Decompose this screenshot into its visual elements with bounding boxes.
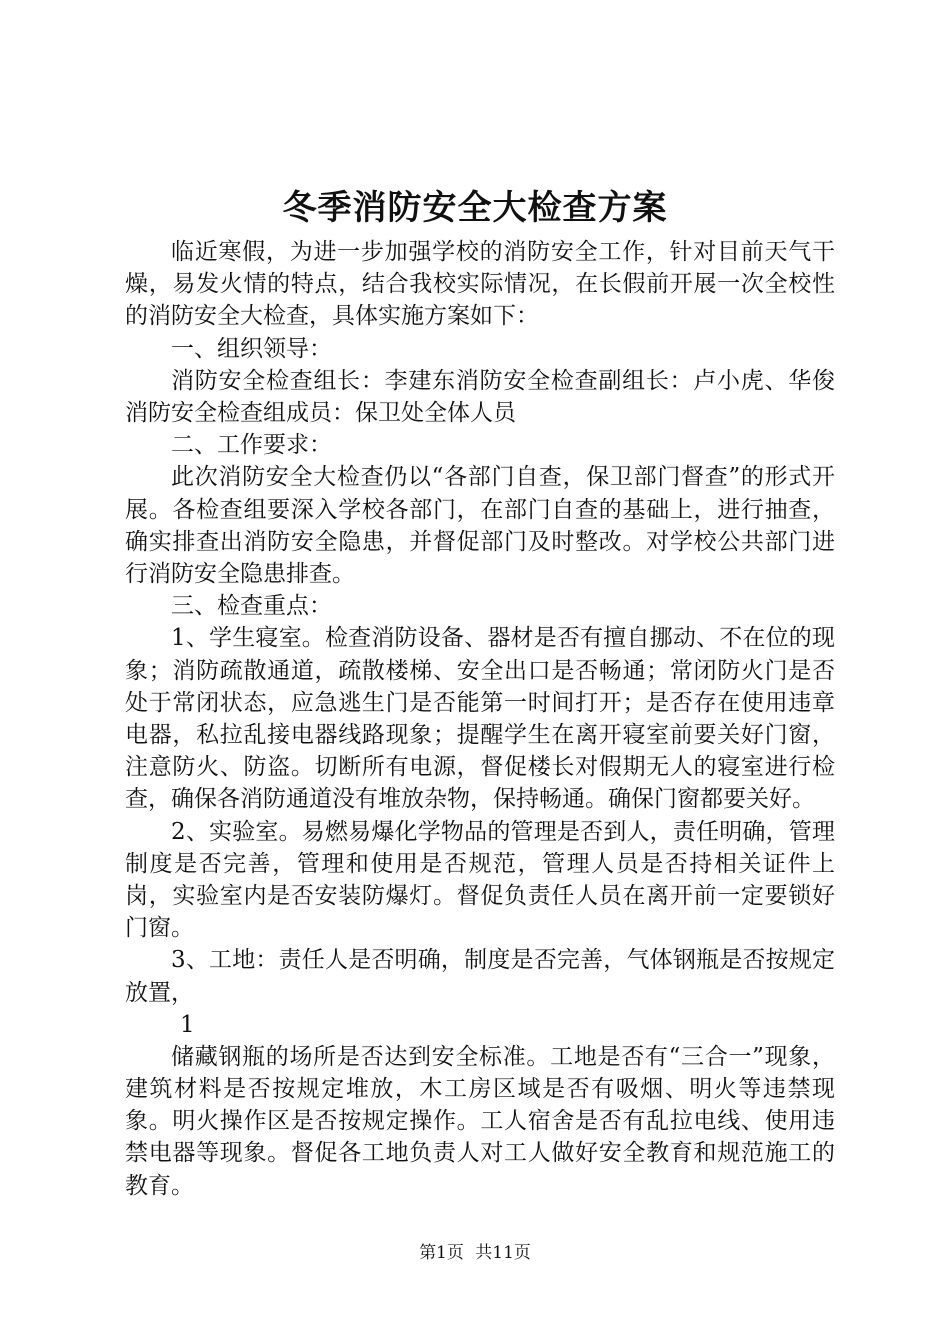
page-footer: [0, 1241, 950, 1265]
inline-page-number: 1: [180, 1011, 195, 1038]
focus-item-dormitory: 1、学生寝室。检查消防设备、器材是否有擅自挪动、不在位的现象；消防疏散通道，疏散楼梯、安全出口是否畅通；常闭防火门是否处于常闭状态，应急逃生门是否能第一时间打开；是否存在使用违章电器，私拉乱接电器线路现象；提醒学生在离开寝室前要关好门窗，注意防火、防盗。切断所有电源，督促楼长对假期无人的寝室进行检查，确保各消防通道没有堆放杂物，保持畅通。确保门窗都要关好。: [125, 625, 835, 813]
document-body: [125, 236, 835, 1202]
leadership-paragraph: 消防安全检查组长：李建东消防安全检查副组长：卢小虎、华俊消防安全检查组成员：保卫处全体人员: [125, 367, 835, 427]
section-heading-leadership: 一、组织领导：: [171, 335, 332, 362]
document-title: 冬季消防安全大检查方案: [282, 188, 668, 228]
focus-item-construction-site: 3、工地：责任人是否明确，制度是否完善，气体钢瓶是否按规定放置，: [125, 947, 835, 1006]
requirements-paragraph: 此次消防安全大检查仍以“各部门自查，保卫部门督查”的形式开展。各检查组要深入学校各部门，在部门自查的基础上，进行抽查，确实排查出消防安全隐患，并督促部门及时整改。对学校公共部门进行消防安全隐患排查。: [125, 464, 835, 588]
construction-site-continued: 储藏钢瓶的场所是否达到安全标准。工地是否有“三合一”现象，建筑材料是否按规定堆放，木工房区域是否有吸烟、明火等违禁现象。明火操作区是否按规定操作。工人宿舍是否有乱拉电线、使用违禁电器等现象。督促各工地负责人对工人做好安全教育和规范施工的教育。: [125, 1043, 835, 1199]
focus-item-laboratory: 2、实验室。易燃易爆化学物品的管理是否到人，责任明确，管理制度是否完善，管理和使用是否规范，管理人员是否持相关证件上岗，实验室内是否安装防爆灯。督促负责任人员在离开前一定要锁好门窗。: [125, 818, 835, 942]
footer-page-label: 第1页: [419, 1243, 464, 1263]
footer-total-label: 共11页: [475, 1243, 531, 1263]
intro-paragraph: 临近寒假，为进一步加强学校的消防安全工作，针对目前天气干燥，易发火情的特点，结合我校实际情况，在长假前开展一次全校性的消防安全大检查，具体实施方案如下：: [125, 239, 835, 330]
section-heading-requirements: 二、工作要求：: [171, 432, 332, 459]
section-heading-focus: 三、检查重点：: [171, 593, 332, 620]
